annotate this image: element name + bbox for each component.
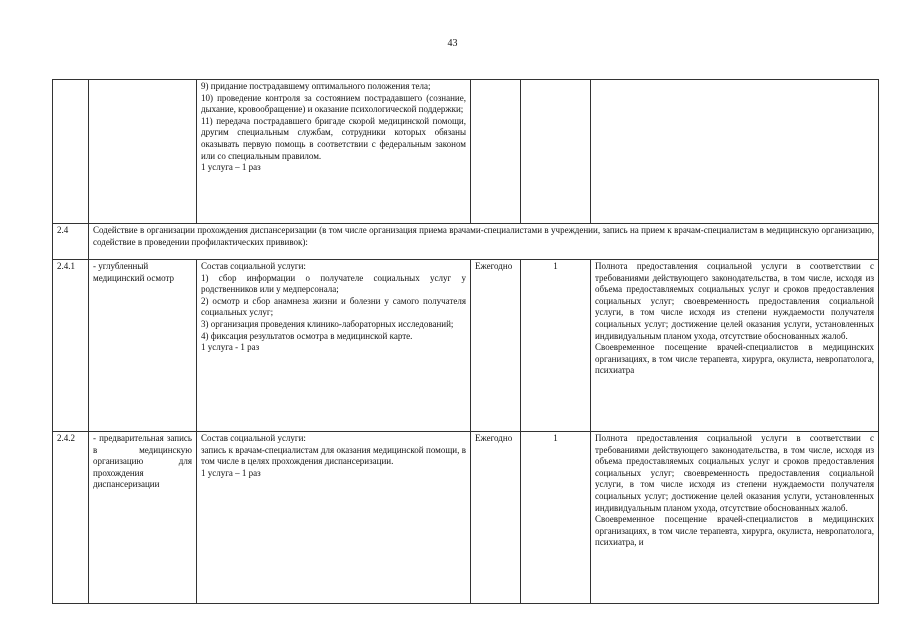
service-frequency: Ежегодно: [471, 260, 521, 432]
composition-line: 4) фиксация результатов осмотра в медицинской карте.: [201, 330, 413, 341]
composition-line: 1 услуга – 1 раз: [201, 162, 261, 173]
service-composition: [197, 260, 471, 432]
criteria-line: Своевременное посещение врачей-специалистов в медицинских организациях, в том числе терапевта, хирурга, окулиста, невропатолога, психиатра, и: [595, 514, 874, 548]
service-criteria: [591, 260, 879, 432]
services-table: [52, 79, 879, 604]
row-number: 2.4.1: [53, 260, 89, 432]
table-row: [53, 432, 879, 604]
criteria-line: Полнота предоставления социальной услуги в соответствии с требованиями действующего законодательства, в том числе, исходя из объема предоставляемых социальных услуг и сроков предоставления социальных услуг; своевременность предоставления социальной услуги, в том числе исходя из степени нуждаемости получателя социальных услуг; достижение целей оказания услуги, установленных индивидуальным планом ухода, отсутствие обоснованных жалоб.: [595, 433, 874, 513]
cell-service-name: [89, 80, 197, 224]
service-frequency: Ежегодно: [471, 432, 521, 604]
service-criteria: [591, 432, 879, 604]
cell-criteria: [591, 80, 879, 224]
service-quantity: 1: [521, 260, 591, 432]
table-row-section: [53, 224, 879, 260]
row-number: 2.4.2: [53, 432, 89, 604]
cell-number: [53, 80, 89, 224]
cell-frequency: [471, 80, 521, 224]
table-row: [53, 260, 879, 432]
composition-line: Состав социальной услуги:: [201, 261, 306, 271]
composition-line: 2) осмотр и сбор анамнеза жизни и болезни у самого получателя социальных услуг;: [201, 295, 466, 318]
composition-line: 9) придание пострадавшему оптимального положения тела;: [201, 81, 431, 91]
composition-line: 10) проведение контроля за состоянием пострадавшего (сознание, дыхание, кровообращение) и оказание психологической поддержки;: [201, 92, 466, 115]
composition-line: 11) передача пострадавшего бригаде скорой медицинской помощи, другим специальным службам, сотрудники которых обязаны оказывать первую помощь в соответствии с федеральным законом или со специальным правилом.: [201, 115, 466, 161]
section-number: 2.4: [53, 224, 89, 260]
composition-line: 1) сбор информации о получателе социальных услуг у родственников или у медперсонала;: [201, 272, 466, 295]
section-title: Содействие в организации прохождения диспансеризации (в том числе организация приема врачами-специалистами в учреждении, запись на прием к врачам-специалистам в медицинскую организацию, содействие в проведении профилактических прививок):: [89, 224, 879, 260]
service-quantity: 1: [521, 432, 591, 604]
composition-line: Состав социальной услуги:: [201, 433, 306, 443]
criteria-line: Полнота предоставления социальной услуги в соответствии с требованиями действующего законодательства, в том числе, исходя из объема предоставляемых социальных услуг и сроков предоставления социальных услуг; своевременность предоставления социальной услуги, в том числе исходя из степени нуждаемости получателя социальных услуг; достижение целей оказания услуги, установленных индивидуальным планом ухода, отсутствие обоснованных жалоб.: [595, 261, 874, 341]
cell-quantity: [521, 80, 591, 224]
cell-service-composition: [197, 80, 471, 224]
composition-line: 3) организация проведения клинико-лабораторных исследований;: [201, 318, 454, 329]
composition-line: запись к врачам-специалистам для оказания медицинской помощи, в том числе в целях прохождения диспансеризации.: [201, 444, 466, 467]
composition-line: 1 услуга – 1 раз: [201, 467, 261, 478]
composition-line: 1 услуга - 1 раз: [201, 342, 260, 353]
criteria-line: Своевременное посещение врачей-специалистов в медицинских организациях, в том числе терапевта, хирурга, окулиста, невропатолога, психиатра: [595, 342, 874, 376]
service-name: - углубленный медицинский осмотр: [89, 260, 197, 432]
service-composition: [197, 432, 471, 604]
service-name: - предварительная запись в медицинскую организацию для прохождения диспансеризации: [89, 432, 197, 604]
page-number: 43: [447, 38, 458, 49]
table-row-continuation: [53, 80, 879, 224]
